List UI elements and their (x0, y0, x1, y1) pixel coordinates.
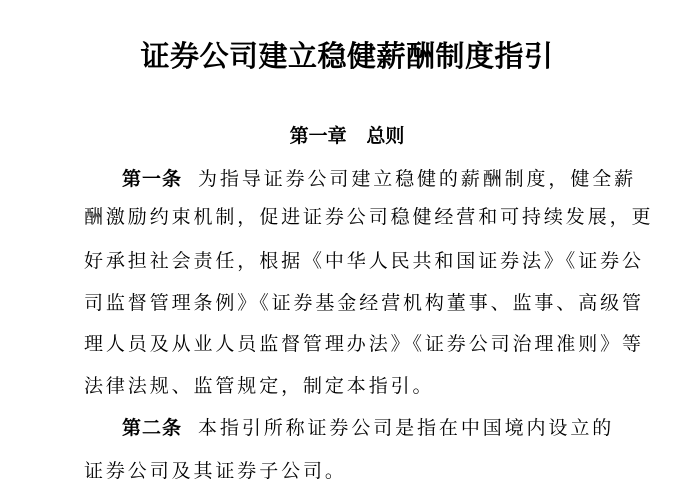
article-1-text-line: 酬激励约束机制，促进证券公司稳健经营和可持续发展，更 (84, 206, 654, 228)
article-1-text-line: 好承担社会责任，根据《中华人民共和国证券法》《证券公 (84, 250, 644, 272)
article-1-text-line: 为指导证券公司建立稳健的薪酬制度，健全薪 (198, 168, 637, 190)
article-2-first-line (122, 413, 682, 443)
article-1-text-line: 理人员及从业人员监督管理办法》《证券公司治理准则》等 (84, 333, 644, 355)
article-1-text-line: 法律法规、监管规定，制定本指引。 (84, 375, 435, 397)
article-2-text-line: 本指引所称证券公司是指在中国境内设立的 (198, 417, 615, 439)
chapter-heading: 第一章 总则 (289, 125, 405, 147)
article-2-label: 第二条 (122, 417, 183, 439)
article-2-text-line: 证券公司及其证券子公司。 (84, 460, 347, 482)
article-1-label: 第一条 (122, 168, 183, 190)
article-1-first-line (122, 164, 682, 194)
document-title: 证券公司建立稳健薪酬制度指引 (140, 39, 554, 73)
article-1-text-line: 司监督管理条例》《证券基金经营机构董事、监事、高级管 (84, 292, 644, 314)
